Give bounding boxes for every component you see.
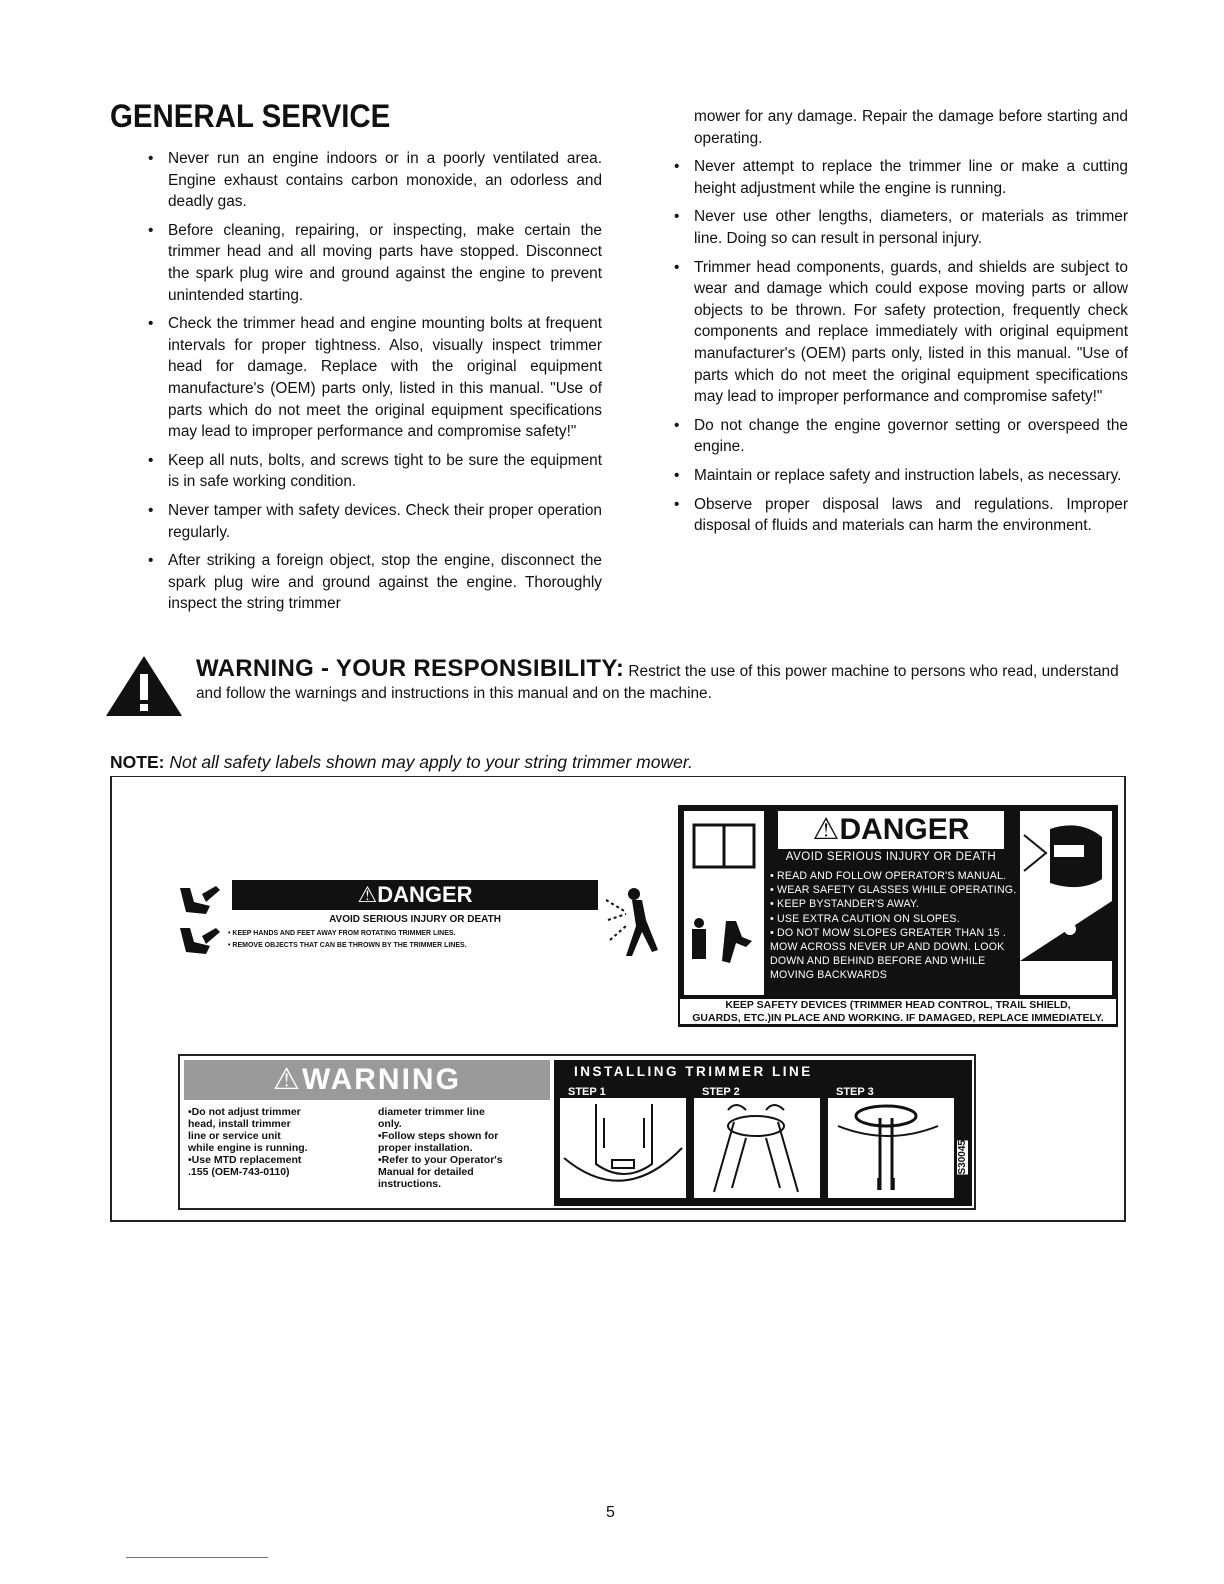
warning-line: Manual for detailed — [378, 1166, 474, 1178]
warning-label-title: ⚠WARNING — [184, 1060, 550, 1100]
step-label: STEP 1 — [568, 1086, 606, 1098]
list-item: • Never attempt to replace the trimmer line or make a cutting height adjustment while the engine is running. — [672, 156, 1128, 199]
warning-col-2 — [378, 1106, 503, 1190]
warning-heading: WARNING - YOUR RESPONSIBILITY: — [196, 655, 625, 682]
list-item: • Never tamper with safety devices. Check their proper operation regularly. — [146, 500, 602, 543]
list-item: • Do not change the engine governor setting or overspeed the engine. — [672, 415, 1128, 458]
small-danger-line: • KEEP HANDS AND FEET AWAY FROM ROTATING TRIMMER LINES. — [228, 930, 456, 937]
warning-line: •Refer to your Operator's — [378, 1154, 503, 1166]
warning-label-left — [184, 1060, 550, 1206]
warning-col-1 — [188, 1106, 308, 1178]
step-1-diagram — [560, 1098, 686, 1198]
list-item: • Before cleaning, repairing, or inspecting, make certain the trimmer head and all moving parts have stopped. Disconnect the spark plug wire and ground against the engine to prevent unintended starting. — [146, 220, 602, 306]
small-danger-line: • REMOVE OBJECTS THAT CAN BE THROWN BY THE TRIMMER LINES. — [228, 942, 467, 949]
bystander-icon — [692, 918, 752, 963]
danger-item: • WEAR SAFETY GLASSES WHILE OPERATING. — [770, 884, 1017, 897]
max-slope-text: MAX 15 — [1062, 973, 1106, 987]
danger-item: • READ AND FOLLOW OPERATOR'S MANUAL. — [770, 870, 1007, 882]
list-item: • Observe proper disposal laws and regulations. Improper disposal of fluids and materials can harm the environment. — [672, 494, 1128, 537]
danger-item: DOWN AND BEHIND BEFORE AND WHILE — [770, 955, 986, 968]
manual-book-icon — [684, 811, 764, 995]
small-danger-label — [120, 880, 668, 972]
footer-line: GUARDS, ETC.)IN PLACE AND WORKING. IF DAMAGED, REPLACE IMMEDIATELY. — [692, 1011, 1104, 1024]
line-insert-icon — [694, 1098, 820, 1198]
note-label: NOTE: — [110, 752, 165, 772]
warning-line: only. — [378, 1118, 402, 1130]
note — [110, 752, 693, 773]
large-danger-items — [770, 869, 1016, 983]
list-item: • After striking a foreign object, stop the engine, disconnect the spark plug wire and ground against the engine. Thoroughly inspect the string trimmer — [146, 550, 602, 615]
warning-line: diameter trimmer line — [378, 1106, 485, 1118]
left-bullet-list — [146, 148, 602, 622]
list-item: • Check the trimmer head and engine mounting bolts at frequent intervals for proper tightness. Also, visually inspect trimmer head for damage. Replace with the original equipment manufacture's (OEM) parts only, listed in this manual. "Use of parts which do not meet the original equipment specifications may lead to improper performance and compromise safety!" — [146, 313, 602, 443]
warning-line: while engine is running. — [188, 1142, 308, 1154]
warning-line: head, install trimmer — [188, 1118, 291, 1130]
responsibility-warning — [196, 655, 1126, 705]
large-danger-label — [678, 805, 1118, 1027]
large-danger-footer — [680, 999, 1116, 1024]
section-title: GENERAL SERVICE — [110, 98, 391, 134]
list-item: • Trimmer head components, guards, and shields are subject to wear and damage which could expose moving parts or allow objects to be thrown. For safety protection, frequently check components and replace immediately with original equipment manufacturer's (OEM) parts only, listed in this manual. "Use of parts which do not meet the original equipment specifications may lead to improper performance and compromise safety!" — [672, 257, 1128, 408]
safety-glasses-icon — [1020, 811, 1112, 995]
label-right-panel — [1020, 811, 1112, 995]
list-item: • Never run an engine indoors or in a poorly ventilated area. Engine exhaust contains carbon monoxide, an odorless and deadly gas. — [146, 148, 602, 213]
small-danger-line: AVOID SERIOUS INJURY OR DEATH — [329, 914, 501, 925]
step-2-diagram — [694, 1098, 820, 1198]
step-label: STEP 3 — [836, 1086, 874, 1098]
thrown-object-person-icon — [598, 880, 668, 972]
large-danger-title: ⚠DANGER — [778, 811, 1004, 849]
hand-foot-hazard-icon — [160, 880, 230, 970]
list-item: • Never use other lengths, diameters, or materials as trimmer line. Doing so can result in personal injury. — [672, 206, 1128, 249]
trimmer-head-icon — [560, 1098, 686, 1198]
label-part-code: S30045 — [957, 1140, 968, 1175]
list-item-continuation: mower for any damage. Repair the damage before starting and operating. — [694, 108, 1128, 147]
warning-line: •Do not adjust trimmer — [188, 1106, 301, 1118]
danger-item: • USE EXTRA CAUTION ON SLOPES. — [770, 912, 960, 925]
warning-triangle-icon — [104, 654, 184, 718]
footer-line: KEEP SAFETY DEVICES (TRIMMER HEAD CONTROL, TRAIL SHIELD, — [725, 999, 1071, 1011]
warning-line: proper installation. — [378, 1142, 473, 1154]
step-3-diagram — [828, 1098, 954, 1198]
install-instructions — [554, 1060, 972, 1206]
warning-line: •Follow steps shown for — [378, 1130, 499, 1142]
install-title: INSTALLING TRIMMER LINE — [574, 1064, 813, 1079]
danger-item: • KEEP BYSTANDER'S AWAY. — [770, 898, 920, 911]
slope-mower-icon — [1020, 901, 1112, 961]
list-item: • Keep all nuts, bolts, and screws tight to be sure the equipment is in safe working condition. — [146, 450, 602, 493]
danger-item: MOVING BACKWARDS — [770, 969, 887, 982]
warning-line: .155 (OEM-743-0110) — [188, 1166, 290, 1178]
warning-line: •Use MTD replacement — [188, 1154, 302, 1166]
danger-item: MOW ACROSS NEVER UP AND DOWN. LOOK — [770, 941, 1005, 954]
step-label: STEP 2 — [702, 1086, 740, 1098]
warning-line: instructions. — [378, 1178, 442, 1190]
warning-line: line or service unit — [188, 1130, 281, 1142]
danger-item: • DO NOT MOW SLOPES GREATER THAN 15 . — [770, 926, 1006, 939]
page-number: 5 — [606, 1504, 615, 1521]
list-item: • Maintain or replace safety and instruction labels, as necessary. — [672, 465, 1128, 487]
label-left-panel — [684, 811, 764, 995]
warning-install-label — [178, 1054, 976, 1210]
footer-rule — [126, 1557, 268, 1558]
note-text: Not all safety labels shown may apply to your string trimmer mower. — [169, 752, 693, 772]
large-danger-subtitle: AVOID SERIOUS INJURY OR DEATH — [785, 851, 997, 863]
small-danger-title: ⚠DANGER — [232, 880, 598, 910]
warning-text: Restrict the use of this power machine to persons who read, understand and follow the warnings and instructions in this manual and on the machine. — [196, 663, 1119, 702]
line-pull-icon — [828, 1098, 954, 1198]
right-bullet-list — [672, 106, 1128, 544]
